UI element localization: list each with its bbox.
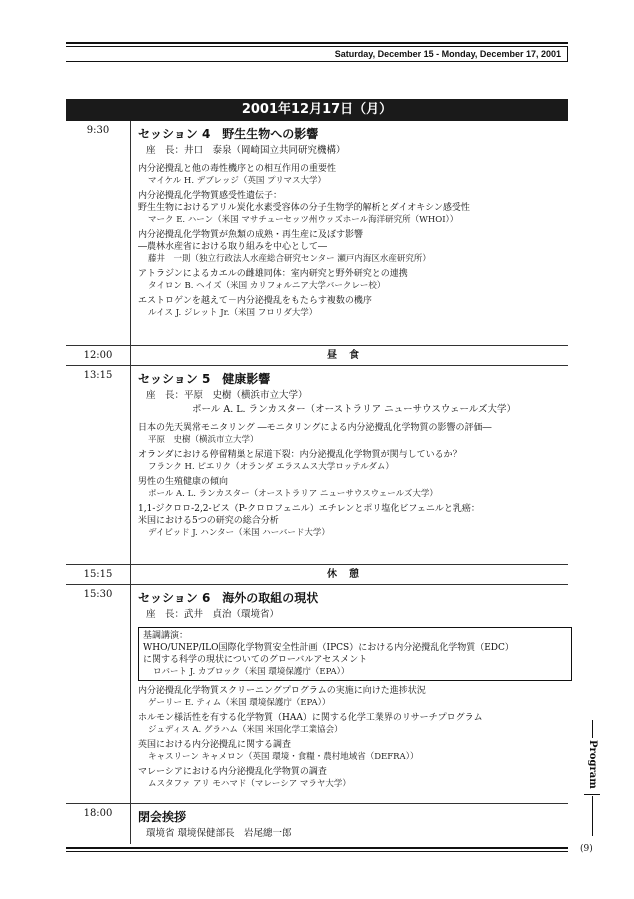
talk-title: 1,1-ジクロロ-2,2-ビス（P-クロロフェニル）エチレンとポリ塩化ビフェニルと乳癌： 米国における5つの研究の総合分析 — [138, 504, 480, 526]
time-label: 18:00 — [83, 808, 113, 819]
time-label: 12:00 — [83, 350, 113, 361]
schedule-table — [66, 121, 568, 844]
talk-speaker: ゲーリー E. ティム（米国 環境保護庁（EPA）） — [148, 698, 331, 708]
top-rule — [66, 42, 568, 44]
keynote-title: 基調講演： WHO/UNEP/ILO国際化学物質安全性計画（IPCS）における内分泌攪乱化学物質（EDC） に関する科学の現状についてのグローバルアセスメント — [143, 631, 514, 665]
session-title: セッション 4 野生生物への影響 — [138, 127, 319, 141]
talk-title: 英国における内分泌攪乱に関する調査 — [138, 740, 292, 750]
time-label: 15:30 — [83, 589, 113, 600]
session-block — [66, 585, 568, 804]
talk-title: オランダにおける停留精巣と尿道下裂：内分泌攪乱化学物質が関与しているか？ — [138, 450, 462, 460]
talk-item — [138, 268, 564, 292]
session-block — [66, 121, 568, 346]
talk-title: 日本の先天異常モニタリング ―モニタリングによる内分泌攪乱化学物質の影響の評価― — [138, 423, 492, 433]
talk-speaker: マーク E. ハーン（米国 マサチューセッツ州ウッズホール海洋研究所（WHOI）） — [148, 215, 459, 225]
session-chair: 座 長：井口 泰泉（岡崎国立共同研究機構） — [146, 145, 346, 156]
session-title: 閉会挨拶 — [138, 810, 187, 824]
break-label: 休憩 — [327, 569, 371, 580]
talk-item — [138, 422, 564, 446]
talk-item — [138, 229, 564, 265]
bottom-rule — [66, 851, 568, 852]
talk-title: 内分泌攪乱化学物質スクリーニングプログラムの実施に向けた進捗状況 — [138, 686, 426, 696]
chair-line: 座 長：平原 史樹（横浜市立大学） — [146, 390, 308, 401]
talk-title: 男性の生殖健康の傾向 — [138, 477, 229, 487]
talk-speaker: タイロン B. ヘイズ（米国 カリフォルニア大学バークレー校） — [148, 281, 386, 291]
date-range-banner: Saturday, December 15 - Monday, December 17, 2001 — [66, 46, 568, 62]
page-number: (9) — [580, 844, 593, 854]
talk-item — [138, 712, 564, 736]
session-chair — [146, 389, 564, 417]
side-divider — [592, 796, 593, 836]
talk-title: 内分泌攪乱化学物質が魚類の成熟・再生産に及ぼす影響 ―農林水産省における取り組みを中心として― — [138, 230, 364, 252]
session-block — [66, 366, 568, 565]
lunch-break-row — [66, 346, 568, 366]
side-section-label: Program — [587, 740, 598, 789]
session-title: セッション 5 健康影響 — [138, 372, 271, 386]
talk-speaker: 平原 史樹（横浜市立大学） — [148, 435, 259, 445]
talk-title: アトラジンによるカエルの雌雄同体：室内研究と野外研究との連携 — [138, 269, 408, 279]
talk-speaker: マイケル H. デブレッジ（英国 プリマス大学） — [148, 176, 327, 186]
side-divider — [584, 794, 600, 795]
talk-item — [138, 685, 564, 709]
session-chair: 座 長：武井 貞治（環境省） — [146, 609, 280, 620]
session-title: セッション 6 海外の取組の現状 — [138, 591, 319, 605]
talk-speaker: 藤井 一則（独立行政法人水産総合研究センター 瀬戸内海区水産研究所） — [148, 254, 431, 264]
talk-item — [138, 739, 564, 763]
talk-item — [138, 449, 564, 473]
talk-speaker: キャスリーン キャメロン（英国 環境・食糧・農村地域省（DEFRA）） — [148, 752, 419, 762]
day-title: 2001年12月17日（月） — [66, 99, 568, 121]
talk-speaker: ジュディス A. グラハム（米国 米国化学工業協会） — [148, 725, 343, 735]
talk-speaker: フランク H. ピエリク（オランダ エラスムス大学ロッテルダム） — [148, 462, 394, 472]
talk-item — [138, 295, 564, 319]
coffee-break-row — [66, 565, 568, 585]
talk-title: ホルモン様活性を有する化学物質（HAA）に関する化学工業界のリサーチプログラム — [138, 713, 483, 723]
talk-speaker: デイビッド J. ハンター（米国 ハーバード大学） — [148, 528, 330, 538]
talk-item — [138, 766, 564, 790]
talk-title: マレーシアにおける内分泌攪乱化学物質の調査 — [138, 767, 327, 777]
talk-title: 内分泌攪乱化学物質感受性遺伝子： 野生生物におけるアリル炭化水素受容体の分子生物学的解析とダイオキシン感受性 — [138, 191, 470, 213]
talk-title: エストロゲンを越えて－内分泌攪乱をもたらす複数の機序 — [138, 296, 372, 306]
closing-block — [66, 804, 568, 844]
talk-item — [138, 503, 564, 539]
keynote-speaker: ロバート J. カブロック（米国 環境保護庁（EPA）） — [153, 667, 350, 677]
talk-item — [138, 163, 564, 187]
time-label: 15:15 — [83, 569, 113, 580]
talk-item — [138, 476, 564, 500]
time-label: 13:15 — [83, 370, 113, 381]
talk-item — [138, 190, 564, 226]
talk-speaker: ムスタファ アリ モハマド（マレーシア マラヤ大学） — [148, 779, 351, 789]
talk-speaker: ルイス J. ジレット Jr.（米国 フロリダ大学） — [148, 308, 318, 318]
time-label: 9:30 — [86, 125, 110, 136]
side-divider — [592, 720, 593, 738]
keynote-box — [138, 627, 572, 681]
talk-speaker: ポール A. L. ランカスター（オーストラリア ニューサウスウェールズ大学） — [148, 489, 438, 499]
chair-line: ポール A. L. ランカスター（オーストラリア ニューサウスウェールズ大学） — [192, 404, 516, 415]
break-label: 昼食 — [327, 350, 371, 361]
talk-title: 内分泌攪乱と他の毒性機序との相互作用の重要性 — [138, 164, 337, 174]
closing-speaker: 環境省 環境保健部長 岩尾總一郎 — [146, 828, 292, 839]
bottom-rule — [66, 847, 568, 849]
